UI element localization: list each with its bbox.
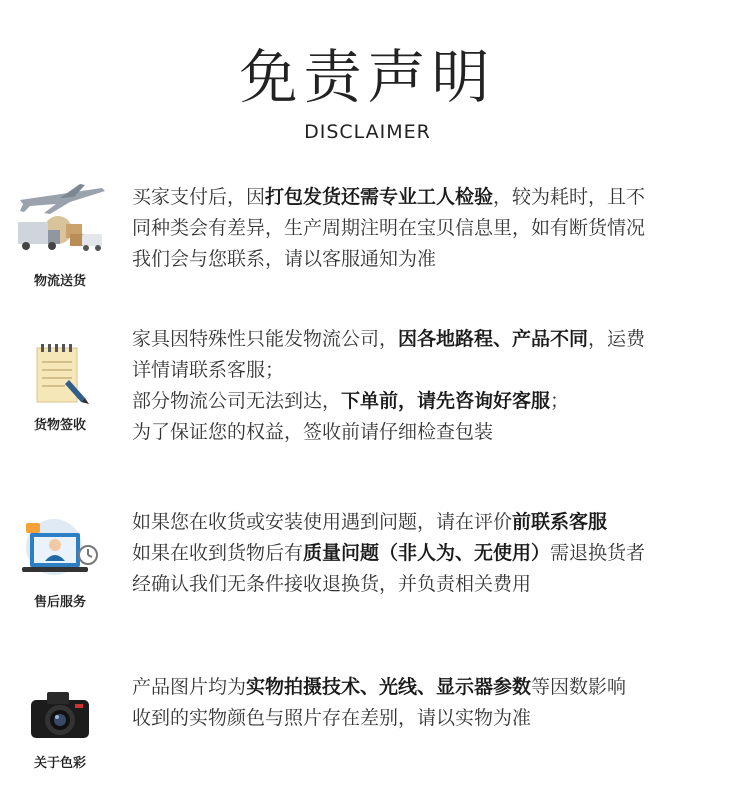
body-text: 同种类会有差异，生产周期注明在宝贝信息里，如有断货情况 [132, 217, 646, 239]
notepad-pen-icon [0, 340, 120, 410]
body-text: ，运费 [588, 328, 646, 350]
section-label: 货物签收 [33, 418, 86, 433]
body-text: 收到的实物颜色与照片存在差别，请以实物为准 [132, 707, 532, 729]
emphasis-text: 下单前，请先咨询好客服 [341, 390, 551, 412]
text-line [132, 324, 728, 355]
text-line [132, 213, 728, 244]
body-text: 我们会与您联系，请以客服通知为准 [132, 248, 437, 270]
customer-service-laptop-icon [0, 513, 120, 589]
shipping-truck-plane-icon [0, 178, 120, 258]
emphasis-text: 打包发货还需专业工人检验 [265, 186, 494, 208]
body-text: 产品图片均为 [132, 676, 247, 698]
body-text: 部分物流公司无法到达， [132, 390, 342, 412]
section-label: 关于色彩 [33, 756, 86, 771]
text-line [132, 355, 728, 386]
text-line [132, 386, 728, 417]
camera-icon [0, 684, 120, 748]
emphasis-text: 质量问题（非人为、无使用） [303, 542, 551, 564]
text-line [132, 672, 728, 703]
section-shipping [0, 170, 735, 300]
section-color [0, 668, 735, 778]
section-text [132, 507, 728, 600]
body-text: 经确认我们无条件接收退换货，并负责相关费用 [132, 573, 532, 595]
emphasis-text: 因各地路程、产品不同 [398, 328, 589, 350]
text-line [132, 538, 728, 569]
body-text: 如果您在收货或安装使用遇到问题，请在评价 [132, 511, 513, 533]
page-title: 免责声明 [239, 43, 496, 111]
body-text: ，较为耗时，且不 [493, 186, 646, 208]
text-line [132, 703, 728, 734]
body-text: 如果在收到货物后有 [132, 542, 304, 564]
text-line [132, 569, 728, 600]
section-label: 物流送货 [33, 274, 86, 289]
section-text [132, 672, 728, 734]
body-text: 买家支付后，因 [132, 186, 266, 208]
text-line [132, 244, 728, 275]
page-subtitle: DISCLAIMER [304, 121, 431, 143]
body-text: 等因数影响 [531, 676, 627, 698]
section-signing [0, 320, 735, 450]
emphasis-text: 实物拍摄技术、光线、显示器参数 [246, 676, 532, 698]
text-line [132, 417, 728, 448]
section-after-sales [0, 505, 735, 620]
body-text: 需退换货者 [550, 542, 646, 564]
body-text: 为了保证您的权益，签收前请仔细检查包装 [132, 421, 494, 443]
text-line [132, 182, 728, 213]
emphasis-text: 前联系客服 [512, 511, 608, 533]
section-text [132, 324, 728, 448]
body-text: 家具因特殊性只能发物流公司， [132, 328, 399, 350]
text-line [132, 507, 728, 538]
body-text: 详情请联系客服； [132, 359, 285, 381]
section-text [132, 182, 728, 275]
body-text: ； [550, 390, 570, 412]
section-label: 售后服务 [33, 595, 86, 610]
